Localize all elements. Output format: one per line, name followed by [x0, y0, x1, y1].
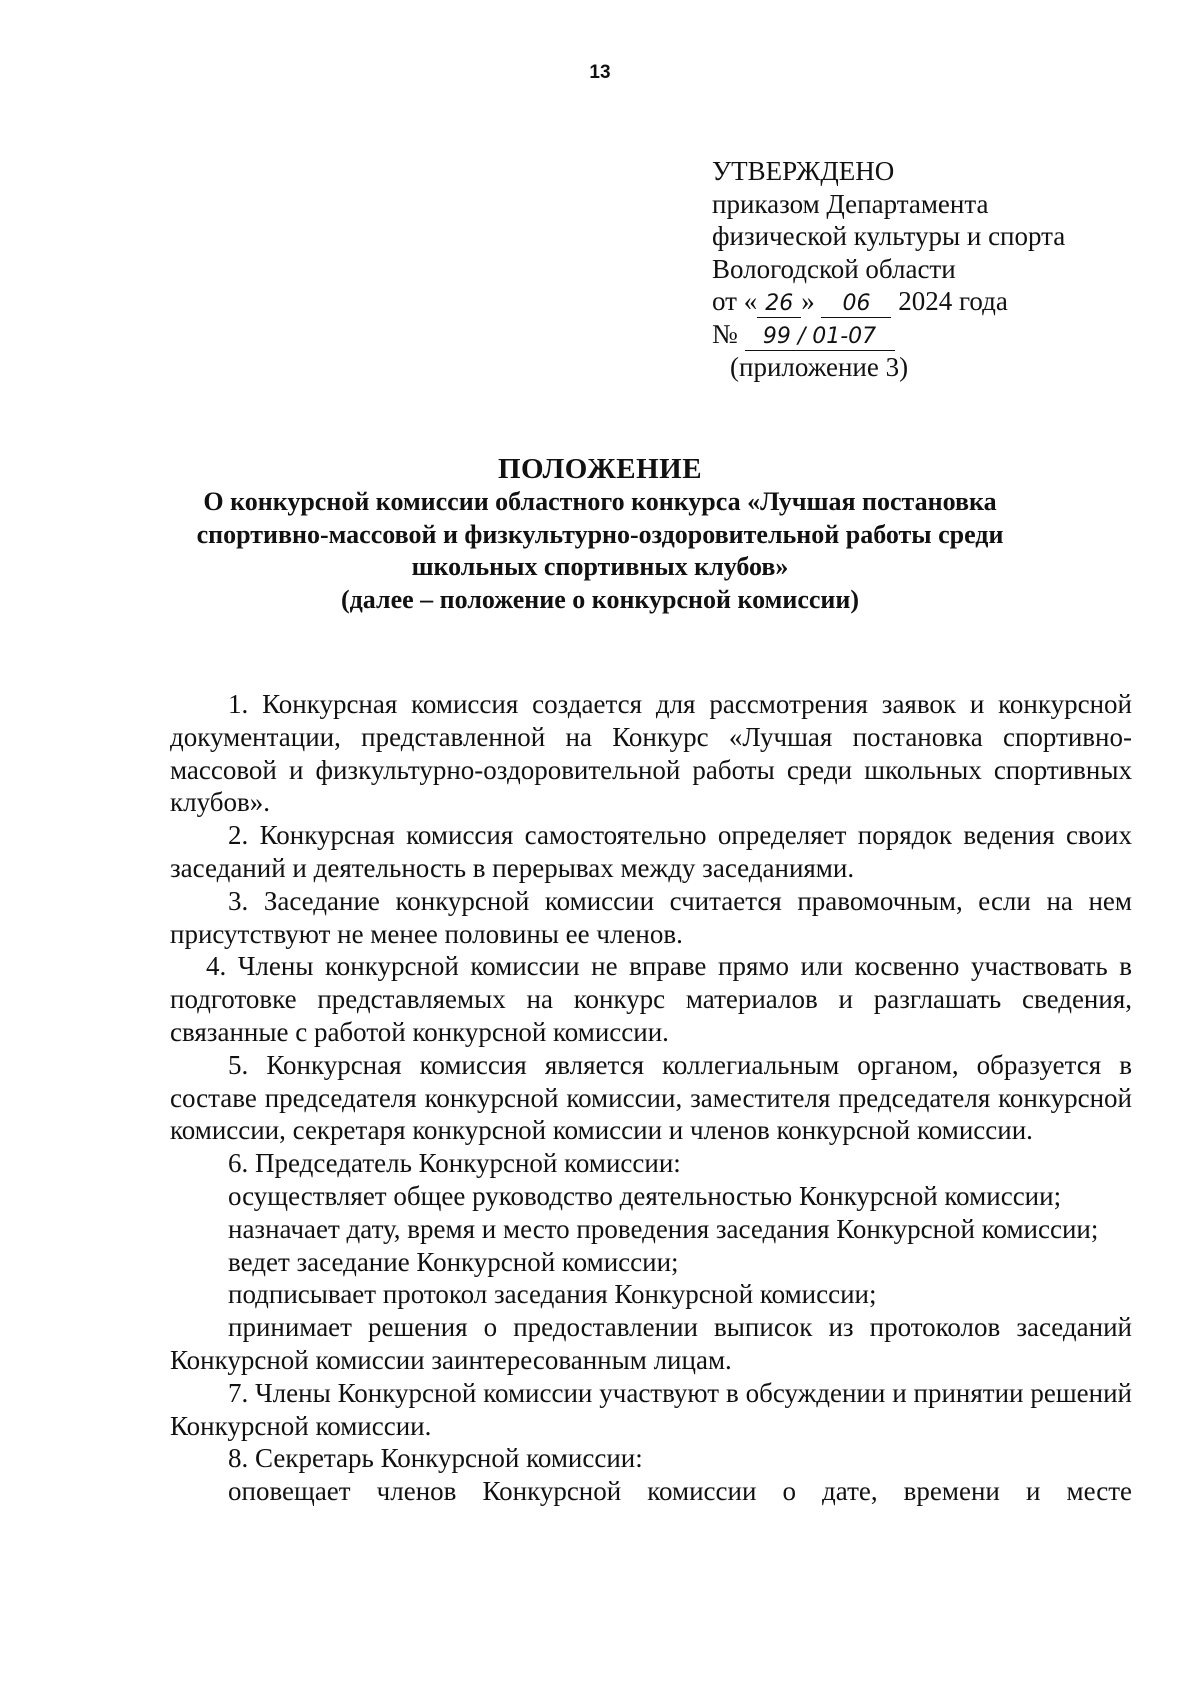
date-day-handwritten: 26 [757, 291, 801, 318]
page-number: 13 [589, 62, 611, 83]
subtitle-line-4: (далее – положение о конкурсной комиссии) [340, 584, 860, 614]
approval-department-line: физической культуры и спорта [712, 221, 1066, 251]
paragraph-6-item-d: подписывает протокол заседания Конкурсной комиссии; [228, 1279, 877, 1310]
document-title-block [120, 452, 1080, 616]
paragraph-6-item-a: осуществляет общее руководство деятельностью Конкурсной комиссии; [228, 1180, 1062, 1211]
paragraph-6-item-e: принимает решения о предоставлении выписок из протоколов заседаний Конкурсной комиссии заинтересованным лицам. [170, 1312, 1132, 1375]
date-mid: » [801, 286, 815, 316]
paragraph-1: 1. Конкурсная комиссия создается для рассмотрения заявок и конкурсной документации, представленной на Конкурс «Лучшая постановка спортивно-массовой и физкультурно-оздоровительной работы среди школьных спортивных клубов». [170, 689, 1132, 818]
order-number-handwritten: 99 / 01-07 [745, 324, 895, 351]
paragraph-2: 2. Конкурсная комиссия самостоятельно определяет порядок ведения своих заседаний и деятельность в перерывах между заседаниями. [170, 820, 1132, 883]
paragraph-6-item-c: ведет заседание Конкурсной комиссии; [228, 1246, 679, 1277]
paragraph-6-item-b: назначает дату, время и место проведения заседания Конкурсной комиссии; [228, 1213, 1099, 1244]
paragraph-6: 6. Председатель Конкурсной комиссии: [228, 1148, 681, 1179]
approval-order-line: приказом Департамента [712, 188, 989, 219]
subtitle-line-3: школьных спортивных клубов» [411, 552, 789, 581]
subtitle-line-1: О конкурсной комиссии областного конкурса «Лучшая постановка [203, 487, 997, 516]
number-prefix: № [712, 319, 738, 349]
document-title: ПОЛОЖЕНИЕ [497, 453, 703, 485]
paragraph-7: 7. Члены Конкурсной комиссии участвуют в обсуждении и принятии решений Конкурсной комиссии. [170, 1377, 1132, 1441]
appendix-label: (приложение 3) [730, 352, 909, 382]
approval-number-line [712, 318, 1152, 351]
paragraph-8: 8. Секретарь Конкурсной комиссии: [228, 1443, 643, 1474]
date-prefix: от « [712, 286, 758, 316]
subtitle-line-2: спортивно-массовой и физкультурно-оздоровительной работы среди [196, 519, 1004, 549]
date-suffix: года [958, 286, 1008, 316]
paragraph-8-item-a: оповещает членов Конкурсной комиссии о дате, времени и месте [228, 1476, 1132, 1507]
approval-heading: УТВЕРЖДЕНО [712, 156, 895, 186]
approval-stamp [712, 155, 1152, 384]
paragraph-5: 5. Конкурсная комиссия является коллегиальным органом, образуется в составе председателя конкурсной комиссии, заместителя председателя конкурсной комиссии, секретаря конкурсной комиссии и членов конкурсной комиссии. [170, 1049, 1132, 1146]
date-year: 2024 [898, 286, 953, 316]
date-month-handwritten: 06 [821, 291, 891, 318]
approval-date-line [712, 285, 1152, 318]
approval-region-line: Вологодской области [712, 253, 956, 284]
paragraph-3: 3. Заседание конкурсной комиссии считается правомочным, если на нем присутствуют не менее половины ее членов. [170, 885, 1132, 949]
document-body [170, 688, 1132, 1508]
paragraph-4: 4. Члены конкурсной комиссии не вправе прямо или косвенно участвовать в подготовке представляемых на конкурс материалов и разглашать сведения, связанные с работой конкурсной комиссии. [170, 951, 1132, 1047]
